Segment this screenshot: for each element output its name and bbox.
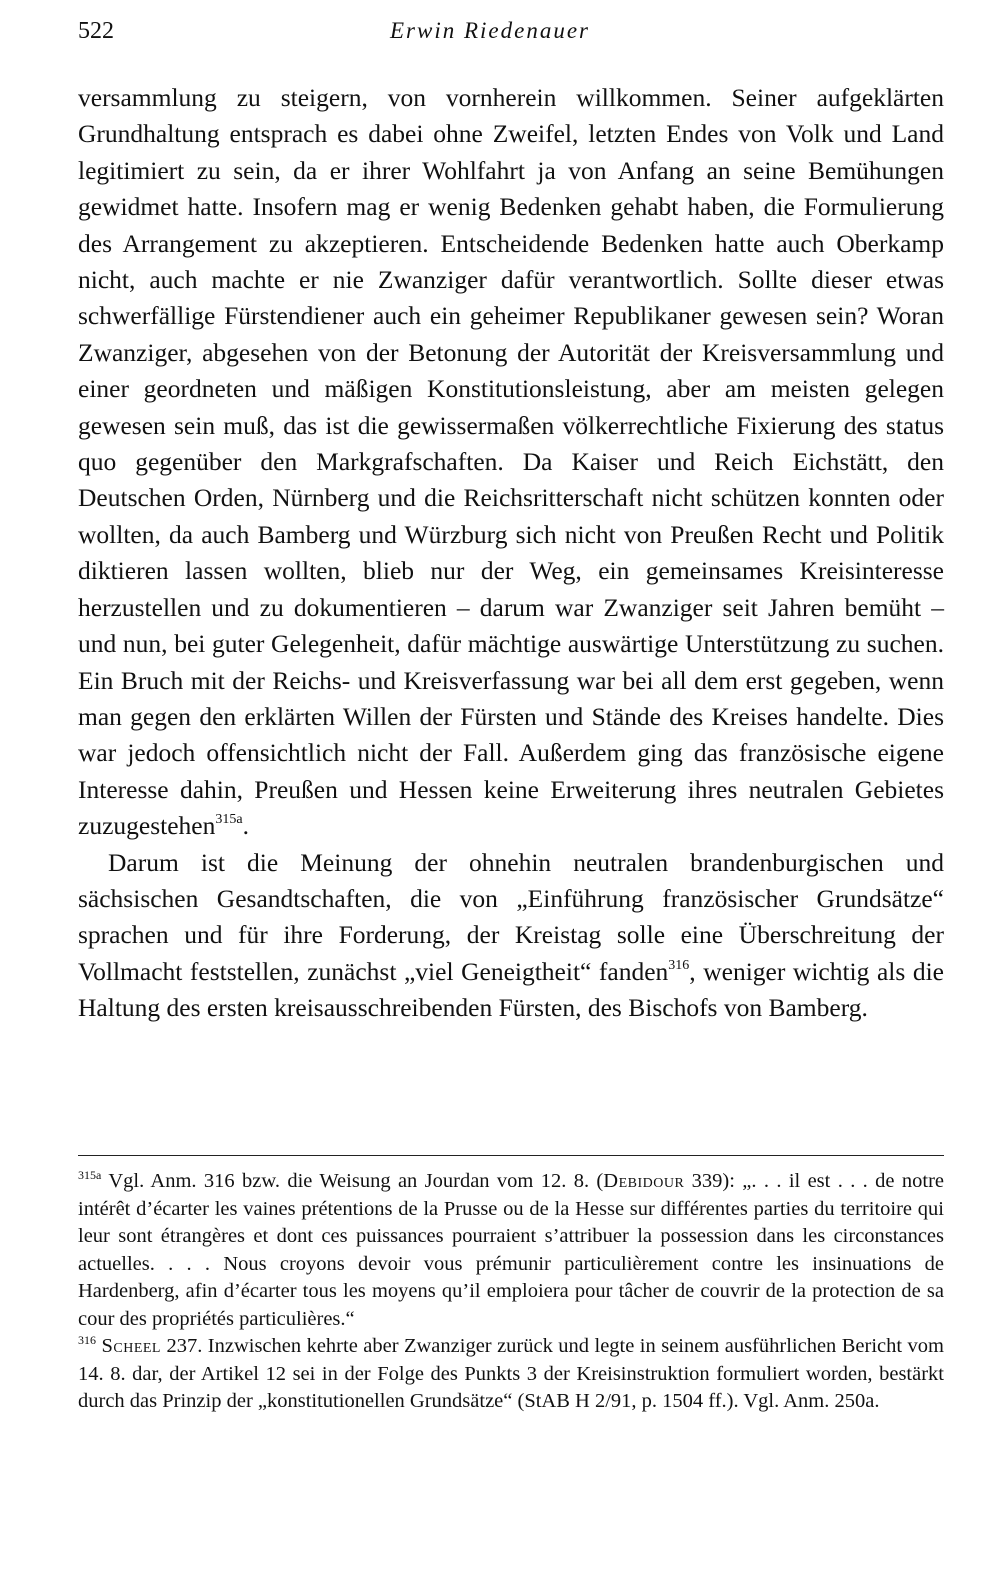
footnote-text: 237. Inzwischen kehrte aber Zwanziger zurück und legte in seinem ausführlichen Bericht vom 14. 8. dar, der Artikel 12 sei in der Folge des Punkts 3 der Kreisinstruktion formuliert worden, bestärkt durch das Prinzip der „konstitutionellen Grundsätze“ (StAB H 2/91, p. 1504 ff.). Vgl. Anm. 250a. xyxy=(78,1335,944,1412)
main-text xyxy=(78,80,944,1027)
paragraph-2-text-a: Darum ist die Meinung der ohnehin neutralen brandenburgischen und sächsischen Gesandtschaften, die von „Einführung französischer Grundsätze“ sprachen und für ihre Forderung, der Kreistag solle eine Überschreitung der Vollmacht feststellen, zunächst „viel Geneigtheit“ fanden xyxy=(78,847,944,986)
footnote-text: 339): „. . . il est . . . de notre intérêt d’écarter les vaines prétentions de la Prusse ou de la Hesse sur différentes parties du territoire qui leur sont étrangères et dont ces puissances pourraient s’attribuer la possession dans les circonstances actuelles. . . . Nous croyons devoir vous prémunir particulièrement contre les insinuations de Hardenberg, afin d’écarter tous les moyens qu’il emploiera pour tâcher de couvrir de la protection de sa cour des propriétés particulières.“ xyxy=(78,1170,944,1330)
footnote-marker: 316 xyxy=(78,1333,96,1347)
footnote-315a xyxy=(78,1168,944,1333)
footnote-ref-316[interactable]: 316 xyxy=(668,957,690,973)
footnote-text: Vgl. Anm. 316 bzw. die Weisung an Jourdan vom 12. 8. ( xyxy=(101,1170,604,1192)
page-number: 522 xyxy=(78,18,114,44)
paragraph-1 xyxy=(78,80,944,845)
footnote-author: Scheel xyxy=(101,1335,161,1357)
footnote-316 xyxy=(78,1333,944,1416)
footnotes xyxy=(78,1168,944,1416)
footnote-divider xyxy=(78,1155,944,1156)
footnote-ref-315a[interactable]: 315a xyxy=(215,812,243,828)
footnote-marker: 315a xyxy=(78,1168,102,1182)
page-header xyxy=(0,0,1000,60)
running-head: Erwin Riedenauer xyxy=(390,18,590,43)
paragraph-1-end: . xyxy=(242,811,249,841)
paragraph-2 xyxy=(78,845,944,1027)
footnote-author: Debidour xyxy=(603,1170,685,1192)
paragraph-1-text: versammlung zu steigern, von vornherein willkommen. Seiner aufgeklärten Grundhaltung entsprach es dabei ohne Zweifel, letzten Endes von Volk und Land legitimiert zu sein, da er ihrer Wohlfahrt ja von Anfang an seine Bemühungen gewidmet hatte. Insofern mag er wenig Bedenken gehabt haben, die Formulierung des Arrangement zu akzeptieren. Entscheidende Bedenken hatte auch Oberkamp nicht, auch machte er nie Zwanziger dafür verantwortlich. Sollte dieser etwas schwerfällige Fürstendiener auch ein geheimer Republikaner gewesen sein? Woran Zwanziger, abgesehen von der Betonung der Autorität der Kreisversammlung und einer geordneten und mäßigen Konstitutionsleistung, aber am meisten gelegen gewesen sein muß, das ist die gewissermaßen völkerrechtliche Fixierung des status quo gegenüber den Markgrafschaften. Da Kaiser und Reich Eichstätt, den Deutschen Orden, Nürnberg und die Reichsritterschaft nicht schützen konnten oder wollten, da auch Bamberg und Würzburg sich nicht von Preußen Recht und Politik diktieren lassen wollten, blieb nur der Weg, ein gemeinsames Kreisinteresse herzustellen und zu dokumentieren – darum war Zwanziger seit Jahren bemüht – und nun, bei guter Gelegenheit, dafür mächtige auswärtige Unterstützung zu suchen. Ein Bruch mit der Reichs- und Kreisverfassung war bei all dem erst gegeben, wenn man gegen den erklärten Willen der Fürsten und Stände des Kreises handelte. Dies war jedoch offensichtlich nicht der Fall. Außerdem ging das französische eigene Interesse dahin, Preußen und Hessen keine Erweiterung ihres neutralen Gebietes zuzugestehen xyxy=(78,83,944,841)
paragraph-2-text-b: , weniger wichtig als die Haltung des ersten kreisausschreibenden Fürsten, des Bischofs von Bamberg. xyxy=(78,956,944,1023)
